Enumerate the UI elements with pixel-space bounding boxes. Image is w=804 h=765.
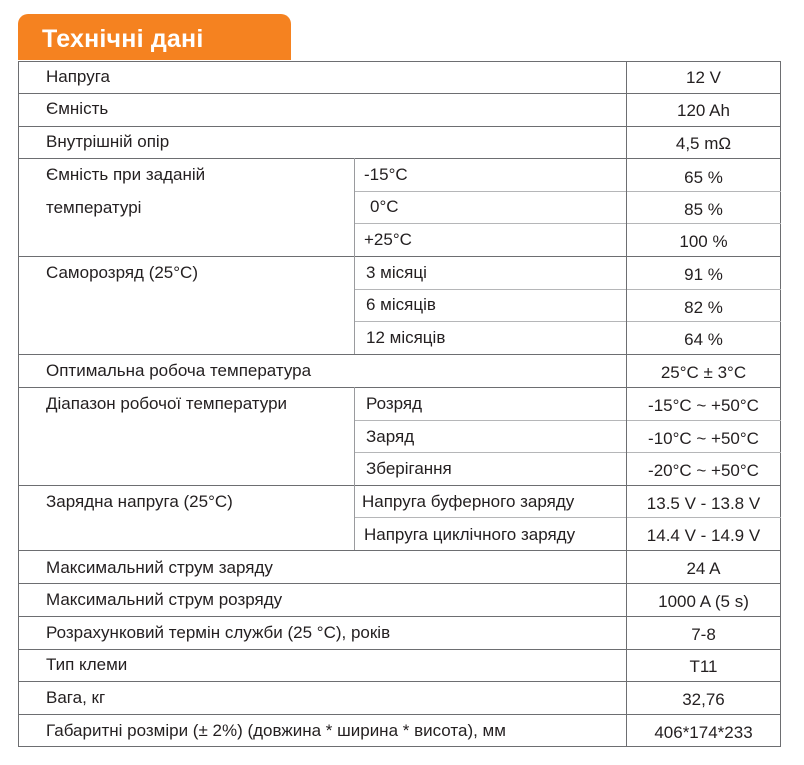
optimal-temp-label: Оптимальна робоча температура	[46, 361, 312, 380]
row-divider	[18, 354, 781, 355]
row-divider	[18, 126, 781, 127]
max-charge-current-label: Максимальний струм заряду	[46, 558, 273, 577]
temp-condition: 0°C	[370, 197, 399, 216]
resistance-label: Внутрішній опір	[46, 132, 170, 151]
weight-value: 32,76	[682, 690, 725, 709]
sub-row-divider	[355, 452, 781, 453]
self-discharge-value: 64 %	[684, 330, 723, 349]
dimensions-value: 406*174*233	[654, 723, 753, 742]
operating-range-value: -15°C ~ +50°C	[648, 396, 759, 415]
temp-capacity-value: 65 %	[684, 168, 723, 187]
service-life-label: Розрахунковий термін служби (25 °C), років	[46, 623, 391, 642]
terminal-value: T11	[689, 657, 718, 676]
self-discharge-value: 91 %	[684, 265, 723, 284]
row-divider	[18, 158, 781, 159]
capacity-label: Ємність	[46, 99, 109, 118]
condition-column-divider	[354, 387, 355, 550]
operating-range-value: -10°C ~ +50°C	[648, 429, 759, 448]
temp-condition: -15°C	[364, 165, 408, 184]
resistance-value: 4,5 mΩ	[675, 134, 732, 153]
optimal-temp-value: 25°C ± 3°C	[660, 363, 747, 382]
row-divider	[18, 583, 781, 584]
condition-column-divider	[354, 158, 355, 354]
sub-row-divider	[355, 321, 781, 322]
temp-condition: +25°C	[364, 230, 412, 249]
self-discharge-value: 82 %	[684, 298, 723, 317]
self-discharge-label: Саморозряд (25°C)	[46, 263, 198, 282]
row-divider	[18, 550, 781, 551]
capacity-value: 120 Ah	[677, 101, 730, 120]
temp-capacity-label: Ємність при заданій	[46, 165, 206, 184]
mode-condition: Зберігання	[366, 459, 452, 478]
max-discharge-current-value: 1000 A (5 s)	[658, 592, 749, 611]
sub-row-divider	[355, 517, 781, 518]
row-divider	[18, 714, 781, 715]
charge-mode-condition: Напруга циклічного заряду	[364, 525, 576, 544]
sub-row-divider	[355, 191, 781, 192]
period-condition: 12 місяців	[366, 328, 446, 347]
service-life-value: 7-8	[691, 625, 716, 644]
operating-range-label: Діапазон робочої температури	[46, 394, 288, 413]
sub-row-divider	[355, 223, 781, 224]
max-discharge-current-label: Максимальний струм розряду	[46, 590, 283, 609]
period-condition: 3 місяці	[366, 263, 427, 282]
sub-row-divider	[355, 289, 781, 290]
row-divider	[18, 485, 781, 486]
row-divider	[18, 256, 781, 257]
period-condition: 6 місяців	[366, 295, 436, 314]
temp-capacity-value: 100 %	[679, 232, 728, 251]
charge-voltage-value: 14.4 V - 14.9 V	[646, 526, 761, 545]
operating-range-value: -20°C ~ +50°C	[648, 461, 759, 480]
charge-mode-condition: Напруга буферного заряду	[362, 492, 575, 511]
temp-capacity-value: 85 %	[684, 200, 723, 219]
voltage-value: 12 V	[686, 68, 721, 87]
charge-voltage-label: Зарядна напруга (25°C)	[46, 492, 233, 511]
voltage-label: Напруга	[46, 67, 110, 86]
row-divider	[18, 387, 781, 388]
weight-label: Вага, кг	[46, 688, 106, 707]
row-divider	[18, 93, 781, 94]
mode-condition: Заряд	[366, 427, 415, 446]
row-divider	[18, 681, 781, 682]
terminal-label: Тип клеми	[46, 655, 128, 674]
dimensions-label: Габаритні розміри (± 2%) (довжина * ширина * висота), мм	[46, 721, 506, 740]
temp-capacity-label-line2: температурі	[46, 198, 142, 217]
sub-row-divider	[355, 420, 781, 421]
row-divider	[18, 616, 781, 617]
section-title: Технічні дані	[42, 25, 204, 53]
max-charge-current-value: 24 A	[686, 559, 721, 578]
charge-voltage-value: 13.5 V - 13.8 V	[646, 494, 761, 513]
row-divider	[18, 649, 781, 650]
mode-condition: Розряд	[366, 394, 423, 413]
